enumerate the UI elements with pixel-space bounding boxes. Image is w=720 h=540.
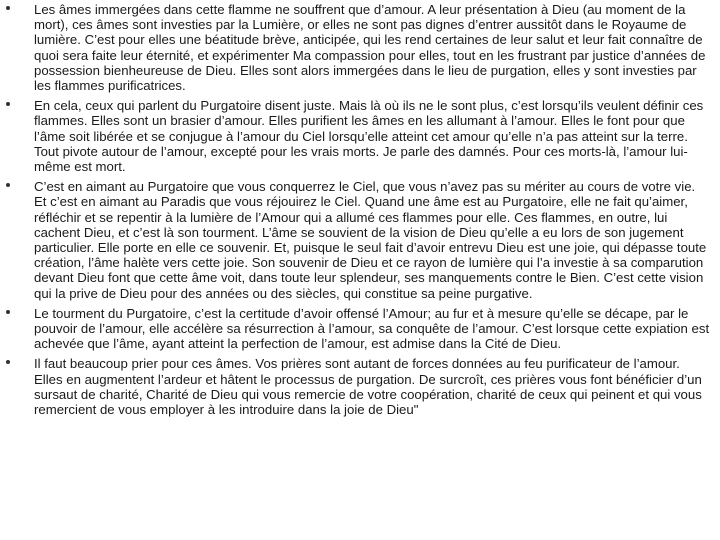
bullet-dot-icon: [6, 310, 10, 314]
bullet-item: [6, 98, 710, 174]
bullet-list: [6, 2, 710, 417]
paragraph-text: Il faut beaucoup prier pour ces âmes. Vos prières sont autant de forces données au feu purificateur de l’amour. Elles en augmentent l’ardeur et hâtent le processus de purgation. De surcroît, ces prières vous font bénéficier d’un sursaut de charité, Charité de Dieu qui vous remercie de votre coopération, charité de ceux qui peinent et qui vous remercient de vous employer à les introduire dans la joie de Dieu": [34, 356, 702, 418]
bullet-item: [6, 2, 710, 93]
paragraph-text: Les âmes immergées dans cette flamme ne souffrent que d’amour. A leur présentation à Dieu (au moment de la mort), ces âmes sont investies par la Lumière, or elles ne sont pas dignes d’entrer aussitôt dans le Royaume de lumière. C’est pour elles une béatitude brève, anticipée, qui les rend certaines de leur salut et leur fait connaître de quoi sera faite leur éternité, et expérimenter Ma compassion pour elles, tout en les frustrant par justice d’années de possession bienheureuse de Dieu. Elles sont alors immergées dans le lieu de purgation, elles y sont investies par les flammes purificatrices.: [34, 2, 706, 94]
paragraph-text: C’est en aimant au Purgatoire que vous conquerrez le Ciel, que vous n’avez pas su mériter au cours de votre vie. Et c’est en aimant au Paradis que vous réjouirez le Ciel. Quand une âme est au Purgatoire, elle ne fait qu’aimer, réfléchir et se repentir à la lumière de l’Amour qui a allumé ces flammes pour elle. Ces flammes, en outre, lui cachent Dieu, et c’est là son tourment. L’âme se souvient de la vision de Dieu qu’elle a eu lors de son jugement particulier. Elle porte en elle ce souvenir. Et, puisque le seul fait d’avoir entrevu Dieu est une joie, qui dépasse toute création, l’âme halète vers cette joie. Son souvenir de Dieu et ce rayon de lumière qui l’a investie à sa comparution devant Dieu font que cette âme voit, dans toute leur splendeur, ses manquements contre le Bien. C’est cette vision qui la prive de Dieu pour des années ou des siècles, qui constitue sa peine purgative.: [34, 179, 707, 301]
paragraph-text: En cela, ceux qui parlent du Purgatoire disent juste. Mais là où ils ne le sont plus, c’est lorsqu’ils veulent définir ces flammes. Elles sont un brasier d’amour. Elles purifient les âmes en les allumant à l’amour. Elles le font pour que l’âme soit libérée et se conjugue à l’amour du Ciel lorsqu’elle atteint cet amour qu’elle n’a pas atteint sur la terre. Tout pivote autour de l’amour, excepté pour les vrais morts. Je parle des damnés. Pour ces morts-là, l’amour lui-même est mort.: [34, 98, 704, 175]
bullet-item: [6, 306, 710, 352]
bullet-dot-icon: [6, 6, 10, 10]
bullet-dot-icon: [6, 183, 10, 187]
bullet-dot-icon: [6, 102, 10, 106]
paragraph-text: Le tourment du Purgatoire, c’est la certitude d’avoir offensé l’Amour; au fur et à mesure qu’elle se décape, par le pouvoir de l’amour, elle accélère sa résurrection à l’amour, sa conquête de l’amour. C’est lorsque cette expiation est achevée que l’âme, ayant atteint la perfection de l’amour, est admise dans la Cité de Dieu.: [34, 305, 710, 352]
bullet-item: [6, 179, 710, 301]
bullet-dot-icon: [6, 360, 10, 364]
bullet-item: [6, 356, 710, 417]
